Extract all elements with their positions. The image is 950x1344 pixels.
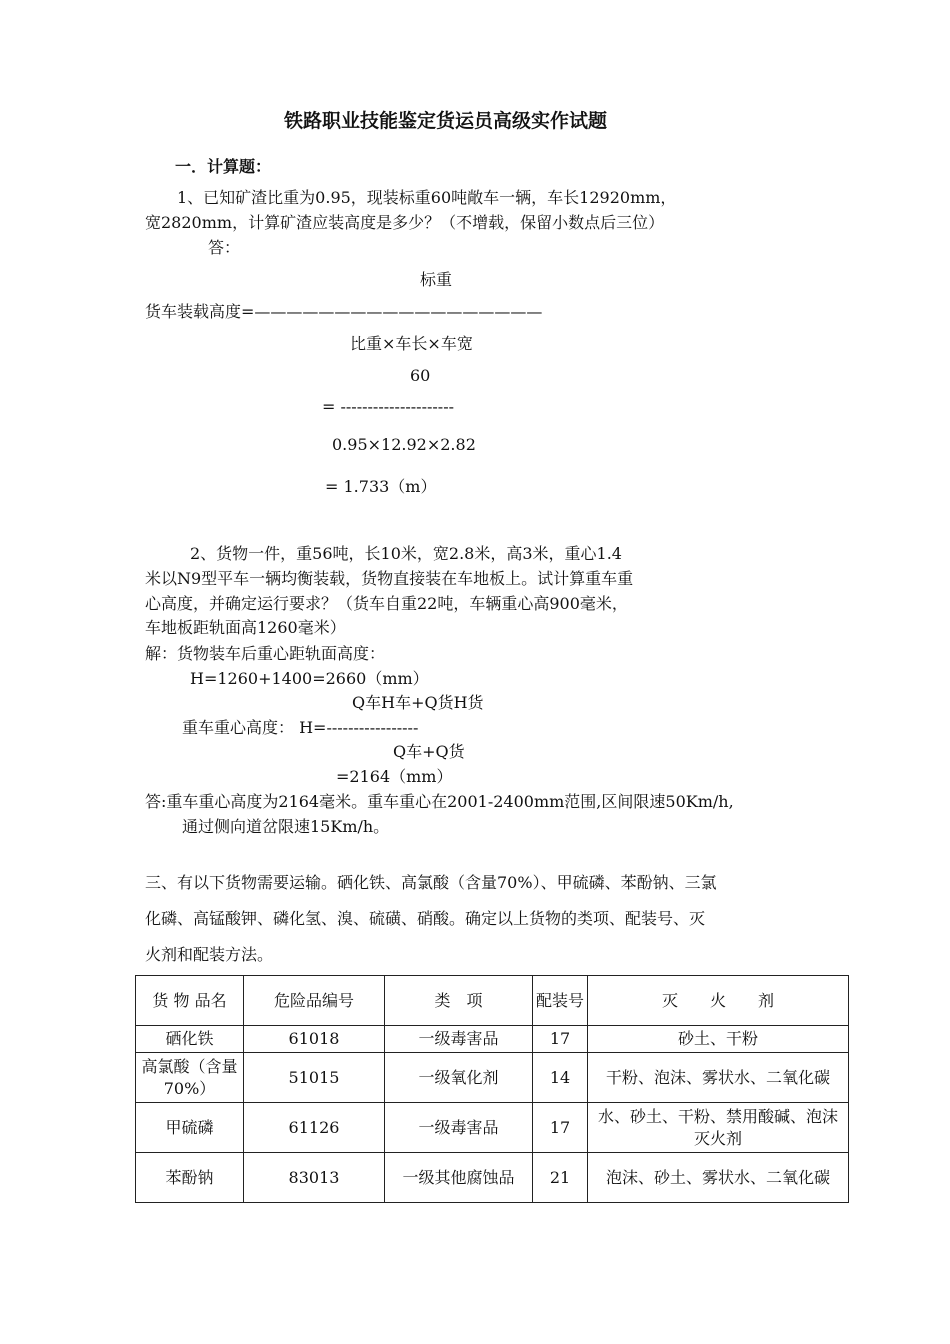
q2-line4: 车地板距轨面高1260毫米） [145,618,346,637]
table-cell: 泡沫、砂土、雾状水、二氧化碳 [588,1153,849,1203]
table-header-cell: 货 物 品名 [136,976,244,1026]
table-cell: 高氯酸（含量70%） [136,1053,244,1103]
q2-formula-result: =2164（mm） [336,767,453,786]
table-row [136,1103,849,1153]
q1-formula-denominator: 比重×车长×车宽 [350,334,473,353]
table-cell: 一级毒害品 [385,1103,533,1153]
table-cell: 硒化铁 [136,1026,244,1053]
q2-formula-numerator: Q车H车+Q货H货 [352,693,484,712]
q2-answer-2: 通过侧向道岔限速15Km/h。 [182,817,390,836]
q2-solution-1: 解：货物装车后重心距轨面高度： [145,644,386,663]
dangerous-goods-table [135,975,849,1203]
table-cell: 61126 [244,1103,385,1153]
table-cell: 83013 [244,1153,385,1203]
q1-formula-lhs: 货车装载高度=—————————————————— [145,302,543,321]
table-cell: 一级毒害品 [385,1026,533,1053]
table-cell: 51015 [244,1053,385,1103]
q1-result: = 1.733（m） [325,477,437,496]
table-cell: 苯酚钠 [136,1153,244,1203]
q2-line2: 米以N9型平车一辆均衡装载，货物直接装在车地板上。试计算重车重 [145,569,634,588]
table-cell: 17 [533,1026,588,1053]
q3-line2: 化磷、高锰酸钾、磷化氢、溴、硫磺、硝酸。确定以上货物的类项、配装号、灭 [145,909,706,928]
table-cell: 一级其他腐蚀品 [385,1153,533,1203]
q1-formula2-numerator: 60 [410,366,431,385]
table-header-row [136,976,849,1026]
table-cell: 一级氧化剂 [385,1053,533,1103]
q2-solution-2: H=1260+1400=2660（mm） [190,669,429,688]
q1-answer-label: 答： [208,238,241,257]
q2-line3: 心高度，并确定运行要求？（货车自重22吨，车辆重心高900毫米， [145,594,628,613]
table-cell: 14 [533,1053,588,1103]
table-cell: 水、砂土、干粉、禁用酸碱、泡沫灭火剂 [588,1103,849,1153]
table-cell: 甲硫磷 [136,1103,244,1153]
q2-answer-1: 答:重车重心高度为2164毫米。重车重心在2001-2400mm范围,区间限速50Km/h, [145,792,734,811]
q2-formula-lhs: 重车重心高度： H=----------------- [182,718,419,737]
table-row [136,1026,849,1053]
table-header-cell: 灭 火 剂 [588,976,849,1026]
section-heading: 一．计算题： [175,157,272,176]
table-cell: 17 [533,1103,588,1153]
q1-formula2-line: = --------------------- [322,397,455,416]
q3-line3: 火剂和配装方法。 [145,945,274,964]
table-cell: 61018 [244,1026,385,1053]
table-cell: 砂土、干粉 [588,1026,849,1053]
q1-formula2-denominator: 0.95×12.92×2.82 [332,435,476,454]
q3-line1: 三、有以下货物需要运输。硒化铁、高氯酸（含量70%）、甲硫磷、苯酚钠、三氯 [145,873,717,892]
table-row [136,1153,849,1203]
table-header-cell: 配装号 [533,976,588,1026]
table-header-cell: 危险品编号 [244,976,385,1026]
table-cell: 21 [533,1153,588,1203]
q2-formula-denominator: Q车+Q货 [393,742,465,761]
q1-line1: 1、已知矿渣比重为0.95，现装标重60吨敞车一辆，车长12920mm， [177,188,677,207]
q2-line1: 2、货物一件，重56吨，长10米，宽2.8米，高3米，重心1.4 [190,544,622,563]
q1-line2: 宽2820mm，计算矿渣应装高度是多少？（不增载，保留小数点后三位） [145,213,665,232]
table-header-cell: 类 项 [385,976,533,1026]
table-cell: 干粉、泡沫、雾状水、二氧化碳 [588,1053,849,1103]
q1-formula-numerator: 标重 [420,270,453,289]
table-row [136,1053,849,1103]
page-title: 铁路职业技能鉴定货运员高级实作试题 [284,110,608,132]
